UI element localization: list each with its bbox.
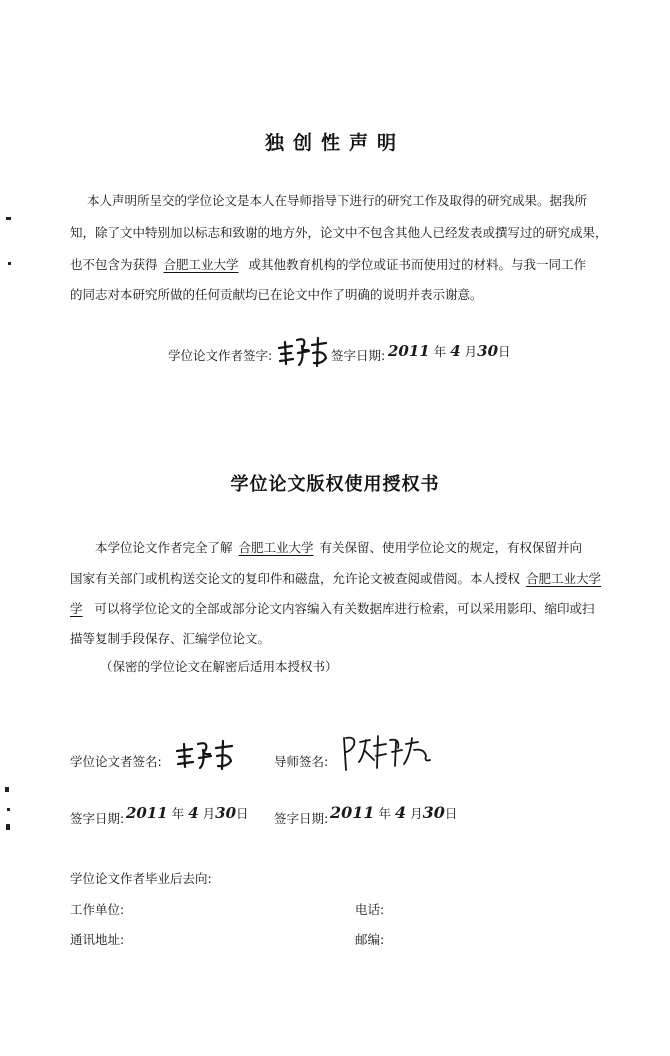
advisor-sign-date-label: 签字日期: [274,811,329,826]
declaration-date [388,342,511,360]
date-month-unit: 月 [202,806,216,821]
date-month: 4 [395,803,407,822]
scan-mark [6,824,10,830]
date-day: 30 [215,804,237,822]
authorization-line-1 [95,535,582,561]
work-unit-label: 工作单位: [70,902,125,917]
author-sign-label: 学位论文作者签字: [168,348,273,363]
author-sign-date [126,804,249,822]
date-month: 4 [450,342,461,360]
advisor-signature [340,730,440,774]
author-signature [276,334,330,370]
university-name: 合肥工业大学 [238,540,314,555]
date-day: 30 [422,803,445,822]
declaration-line-3 [70,252,586,278]
date-day-unit: 日 [236,806,249,821]
university-name: 合肥工业大学 [163,257,239,272]
university-name-continued: 学 [70,601,83,616]
date-month: 4 [188,804,199,822]
scan-mark [6,217,11,220]
declaration-line-3-before: 也不包含为获得 [70,257,158,272]
declaration-line-3-after: 或其他教育机构的学位或证书而使用过的材料。与我一同工作 [248,257,587,272]
declaration-line-1: 本人声明所呈交的学位论文是本人在导师指导下进行的研究工作及取得的研究成果。据我所 [87,193,588,208]
date-day-unit: 日 [444,806,458,821]
date-month-unit: 月 [464,344,478,359]
thesis-author-sign-label: 学位论文者签名: [70,754,162,769]
advisor-sign-label: 导师签名: [274,754,329,769]
date-year: 2011 [126,804,168,822]
declaration-title: 独创性声明 [264,132,405,154]
date-year-unit: 年 [378,806,392,821]
after-graduation-heading: 学位论文作者毕业后去向: [70,871,212,886]
date-year: 2011 [388,342,430,360]
postcode-label: 邮编: [355,932,385,947]
authorization-line-3-after: 可以将学位论文的全部或部分论文内容编入有关数据库进行检索，可以采用影印、缩印或扫 [94,601,595,616]
scan-mark [5,787,9,792]
authorization-line-1-before: 本学位论文作者完全了解 [95,540,233,555]
date-year-unit: 年 [433,344,447,359]
authorization-line-2 [70,566,607,592]
scan-mark [8,262,11,265]
thesis-author-signature [174,738,238,772]
phone-label: 电话: [355,902,385,917]
confidential-note: （保密的学位论文在解密后适用本授权书） [100,659,338,674]
university-name: 合肥工业大学 [526,571,602,586]
address-label: 通讯地址: [70,932,125,947]
date-year-unit: 年 [171,806,185,821]
author-sign-date-label: 签字日期: [70,811,125,826]
scan-mark [7,808,10,811]
declaration-line-4: 的同志对本研究所做的任何贡献均已在论文中作了明确的说明并表示谢意。 [70,287,483,302]
advisor-sign-date [330,803,457,822]
declaration-line-2: 知，除了文中特别加以标志和致谢的地方外，论文中不包含其他人已经发表或撰写过的研究成果， [70,225,608,240]
authorization-line-1-after: 有关保留、使用学位论文的规定，有权保留并向 [319,540,583,555]
sign-date-label: 签字日期: [331,348,386,363]
date-year: 2011 [330,803,375,822]
authorization-line-3 [70,596,595,622]
date-month-unit: 月 [410,806,423,821]
authorization-line-2-before: 国家有关部门或机构送交论文的复印件和磁盘，允许论文被查阅或借阅。本人授权 [70,571,521,586]
authorization-title: 学位论文版权使用授权书 [230,474,440,495]
date-day-unit: 日 [498,344,511,359]
date-day: 30 [477,342,499,360]
authorization-line-4: 描等复制手段保存、汇编学位论文。 [70,631,271,646]
